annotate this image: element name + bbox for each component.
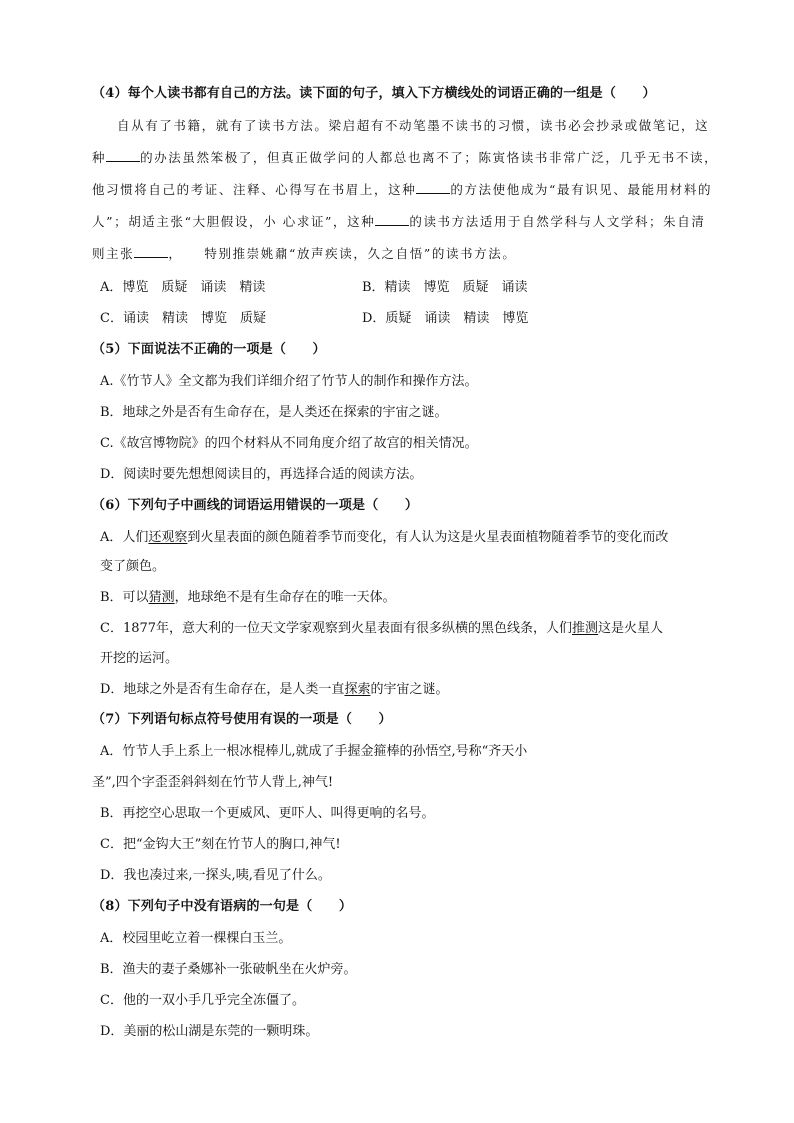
q7-option-d[interactable]: D．我也凑过来,一探头,咦,看见了什么。 — [100, 868, 331, 883]
fill-blank-4[interactable] — [134, 246, 168, 258]
q6-option-b[interactable] — [100, 586, 396, 605]
fill-blank-1[interactable] — [106, 150, 140, 162]
q8-option-c[interactable]: C．他的一双小手几乎完全冻僵了。 — [100, 993, 305, 1008]
q6-text: 的宇宙之谜。 — [370, 682, 449, 697]
q4-passage-line-3 — [92, 180, 712, 198]
q5-option-a[interactable]: A.《竹节人》全文都为我们详细介绍了竹节人的制作和操作方法。 — [100, 374, 478, 389]
q6-underlined-word: 猜测 — [148, 590, 175, 605]
q6-text: ，地球绝不是有生命存在的唯一天体。 — [174, 590, 396, 605]
q4-passage-text: 的读书方法适用于自然学科与人文学科；朱自清 — [409, 214, 706, 229]
q5-option-b[interactable]: B．地球之外是否有生命存在，是人类还在探索的宇宙之谜。 — [100, 405, 448, 420]
q4-passage-text: 的办法虽然笨极了，但真正做学问的人都总也离不了；陈寅恪读书非常广泛，几乎无书不读， — [140, 150, 719, 165]
q6-option-a[interactable] — [100, 526, 668, 545]
q6-option-d[interactable] — [100, 678, 448, 697]
q6-option-c[interactable] — [100, 617, 663, 636]
q4-passage-text: ， 特别推崇姚鼐“放声疾读，久之自悟”的读书方法。 — [168, 246, 517, 261]
q4-option-b[interactable]: B．精读 博览 质疑 诵读 — [362, 280, 528, 295]
q6-text: D．地球之外是否有生命存在，是人类一直 — [100, 682, 345, 697]
q8-option-d[interactable]: D．美丽的松山湖是东莞的一颗明珠。 — [100, 1024, 319, 1039]
fill-blank-2[interactable] — [416, 182, 450, 194]
question-5-title: （5）下面说法不正确的一项是（ ） — [92, 342, 326, 357]
q6-underlined-word: 推测 — [572, 621, 599, 636]
q6-option-c-cont: 开挖的运河。 — [100, 651, 179, 666]
question-4-title: （4）每个人读书都有自己的方法。读下面的句子，填入下方横线处的词语正确的一组是（ ） — [92, 86, 656, 101]
q4-passage-text: 人”；胡适主张“大胆假设，小 心求证”，这种 — [92, 214, 376, 229]
q5-option-c[interactable]: C.《故宫博物院》的四个材料从不同角度介绍了故宫的相关情况。 — [100, 436, 478, 451]
q6-underlined-word: 探索 — [344, 682, 371, 697]
question-8-title: （8）下列句子中没有语病的一句是（ ） — [92, 899, 353, 914]
q4-passage-text: 种 — [92, 150, 107, 165]
q4-passage-text: 的方法使他成为“最有识见、最能用材料的 — [450, 182, 713, 197]
q4-passage-line-2 — [92, 148, 718, 166]
question-7-title: （7）下列语句标点符号使用有误的一项是（ ） — [92, 712, 392, 727]
q6-text: B．可以 — [100, 590, 149, 605]
q4-option-a[interactable]: A．博览 质疑 诵读 精读 — [100, 280, 266, 295]
q4-passage-line-5 — [92, 244, 516, 262]
q8-option-a[interactable]: A．校园里屹立着一棵棵白玉兰。 — [100, 931, 292, 946]
q7-option-c[interactable]: C．把“金钩大王”刻在竹节人的胸口,神气! — [100, 837, 341, 852]
question-6-title: （6）下列句子中画线的词语运用错误的一项是（ ） — [92, 498, 419, 513]
q4-passage-line-4 — [92, 212, 705, 230]
q6-option-a-cont: 变了颜色。 — [100, 559, 166, 574]
q8-option-b[interactable]: B．渔夫的妻子桑娜补一张破帆坐在火炉旁。 — [100, 962, 357, 977]
q5-option-d[interactable]: D．阅读时要先想想阅读目的，再选择合适的阅读方法。 — [100, 467, 423, 482]
q6-text: 这是火星人 — [598, 621, 664, 636]
q4-passage-text: 则主张 — [92, 246, 135, 261]
q6-underlined-word: 还观察 — [148, 530, 188, 545]
q6-text: C．1877年，意大利的一位天文学家观察到火星表面有很多纵横的黑色线条，人们 — [100, 621, 573, 636]
q7-option-b[interactable]: B．再挖空心思取一个更威风、更吓人、叫得更响的名号。 — [100, 806, 435, 821]
q4-passage-line-1: 自从有了书籍，就有了读书方法。梁启超有不动笔墨不读书的习惯，读书必会抄录或做笔记，这 — [117, 118, 710, 133]
q6-text: A．人们 — [100, 530, 149, 545]
q4-passage-text: 他习惯将自己的考证、注释、心得写在书眉上，这种 — [92, 182, 417, 197]
q7-option-a-cont: 圣”,四个字歪歪斜斜刻在竹节人背上,神气! — [92, 775, 334, 790]
fill-blank-3[interactable] — [375, 214, 409, 226]
q4-option-c[interactable]: C．诵读 精读 博览 质疑 — [100, 311, 266, 326]
q6-text: 到火星表面的颜色随着季节而变化，有人认为这是火星表面植物随着季节的变化而改 — [187, 530, 669, 545]
q7-option-a[interactable]: A．竹节人手上系上一根冰棍棒儿,就成了手握金箍棒的孙悟空,号称“齐天小 — [100, 744, 528, 759]
q4-option-d[interactable]: D．质疑 诵读 精读 博览 — [362, 311, 529, 326]
